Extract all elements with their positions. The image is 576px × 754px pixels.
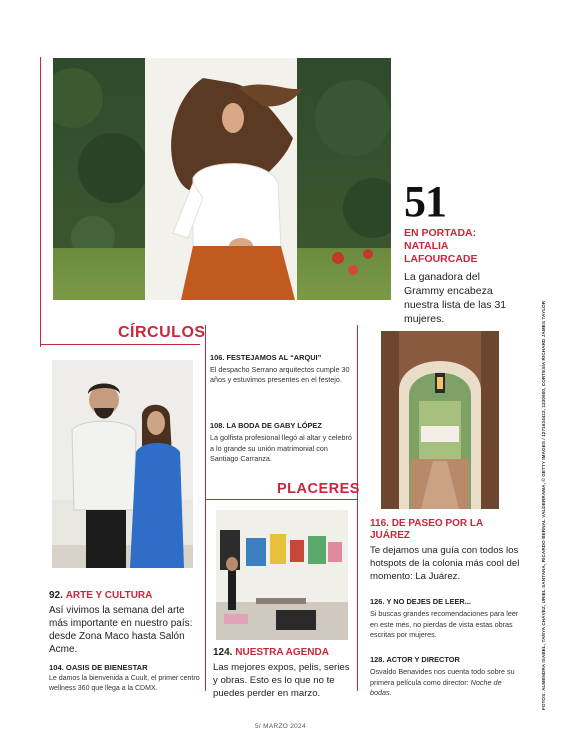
article-124-text: Las mejores expos, pelis, series y obras. Esto es lo que no te puedes perder en marzo. <box>213 662 350 699</box>
article-108-heading <box>210 421 353 430</box>
article-128-film: Noche de bodas. <box>370 677 502 697</box>
article-104-text: Le damos la bienvenida a Cuult, el primer centro wellness 360 que llega a la CDMX. <box>49 675 200 692</box>
article-106-heading <box>210 353 353 362</box>
article-104-heading <box>49 663 201 672</box>
article-116-title: DE PASEO POR LA JUÁREZ <box>370 518 483 541</box>
article-128-heading <box>370 655 520 664</box>
article-92-heading <box>49 590 199 602</box>
juarez-image <box>381 331 499 509</box>
article-124-heading <box>213 647 353 659</box>
article-104-number: 104. <box>49 663 64 672</box>
article-128-number: 128. <box>370 655 385 664</box>
article-104[interactable] <box>49 663 201 694</box>
article-92-text: Así vivimos la semana del arte más importante en nuestro país: desde Zona Maco hasta Salón Acme. <box>49 605 193 655</box>
left-margin-rule <box>40 57 41 347</box>
article-92-title: ARTE Y CULTURA <box>65 590 153 601</box>
placeres-rule <box>205 499 357 500</box>
photo-credits <box>541 290 551 710</box>
article-106[interactable] <box>210 353 353 385</box>
juarez-photo <box>381 331 499 509</box>
cover-description: La ganadora del Grammy encabeza nuestra lista de las 31 mujeres. <box>404 271 507 325</box>
article-92-number: 92. <box>49 590 63 601</box>
cover-title <box>404 227 516 266</box>
article-116-number: 116. <box>370 518 389 529</box>
article-128-text: Osvaldo Benavides nos cuenta todo sobre su primera película como director: <box>370 667 515 687</box>
section-circulos: CÍRCULOS <box>118 324 206 341</box>
section-placeres: PLACERES <box>277 481 360 497</box>
article-124-title: NUESTRA AGENDA <box>235 647 329 658</box>
agenda-image <box>216 510 348 640</box>
cover-feature[interactable] <box>404 177 516 326</box>
article-116-text: Te dejamos una guía con todos los hotspots de la colonia más cool del momento: La Juárez. <box>370 545 520 582</box>
article-128-body <box>370 667 520 699</box>
article-92[interactable] <box>49 590 199 656</box>
article-126-heading <box>370 597 520 606</box>
article-108-number: 108. <box>210 421 225 430</box>
article-106-text: El despacho Serrano arquitectos cumple 30 años y estuvimos presentes en el festejo. <box>210 365 350 384</box>
cover-photo-image <box>53 58 391 300</box>
cover-photo <box>53 58 391 300</box>
right-column-rule <box>357 325 358 691</box>
article-108-text: La golfista profesional llegó al altar y celebró a lo grande su unión matrimonial con Santiago Carranza. <box>210 433 352 463</box>
center-column-rule <box>205 325 206 691</box>
article-126-text: Si buscas grandes recomendaciones para leer en este mes, no pierdas de vista estas obras escritas por mujeres. <box>370 609 519 639</box>
article-128-title: ACTOR Y DIRECTOR <box>386 655 460 664</box>
article-106-number: 106. <box>210 353 225 362</box>
article-116[interactable] <box>370 518 520 583</box>
article-126[interactable] <box>370 597 520 641</box>
cover-title-name: NATALIA LAFOURCADE <box>404 240 478 265</box>
arte-cultura-image <box>52 360 193 568</box>
arte-cultura-photo <box>52 360 193 568</box>
article-106-title: FESTEJAMOS AL “ARQUI” <box>226 353 322 362</box>
article-104-title: OASIS DE BIENESTAR <box>65 663 148 672</box>
agenda-photo <box>216 510 348 640</box>
circulos-rule <box>40 344 200 345</box>
cover-page-number: 51 <box>404 177 446 226</box>
photo-credits-text: FOTOS: ALMENDRA ISABEL, TANYA CHÁVEZ, URIEL SANTANA, RICARDO BERNAL VALDERRAMA, © GETTY IMAGES / 1271634412, 1230600, CORTESÍA RICHARD JAMES TAYLOR <box>541 300 546 710</box>
article-108[interactable] <box>210 421 353 465</box>
article-128[interactable] <box>370 655 520 699</box>
article-124-number: 124. <box>213 647 233 658</box>
cover-title-prefix: EN PORTADA: <box>404 227 477 239</box>
article-126-title: Y NO DEJES DE LEER... <box>386 597 471 606</box>
article-126-number: 126. <box>370 597 385 606</box>
article-116-heading <box>370 518 520 542</box>
page-footer: 5/ MARZO 2024 <box>255 723 306 730</box>
article-124[interactable] <box>213 647 353 700</box>
article-108-title: LA BODA DE GABY LÓPEZ <box>226 421 322 430</box>
